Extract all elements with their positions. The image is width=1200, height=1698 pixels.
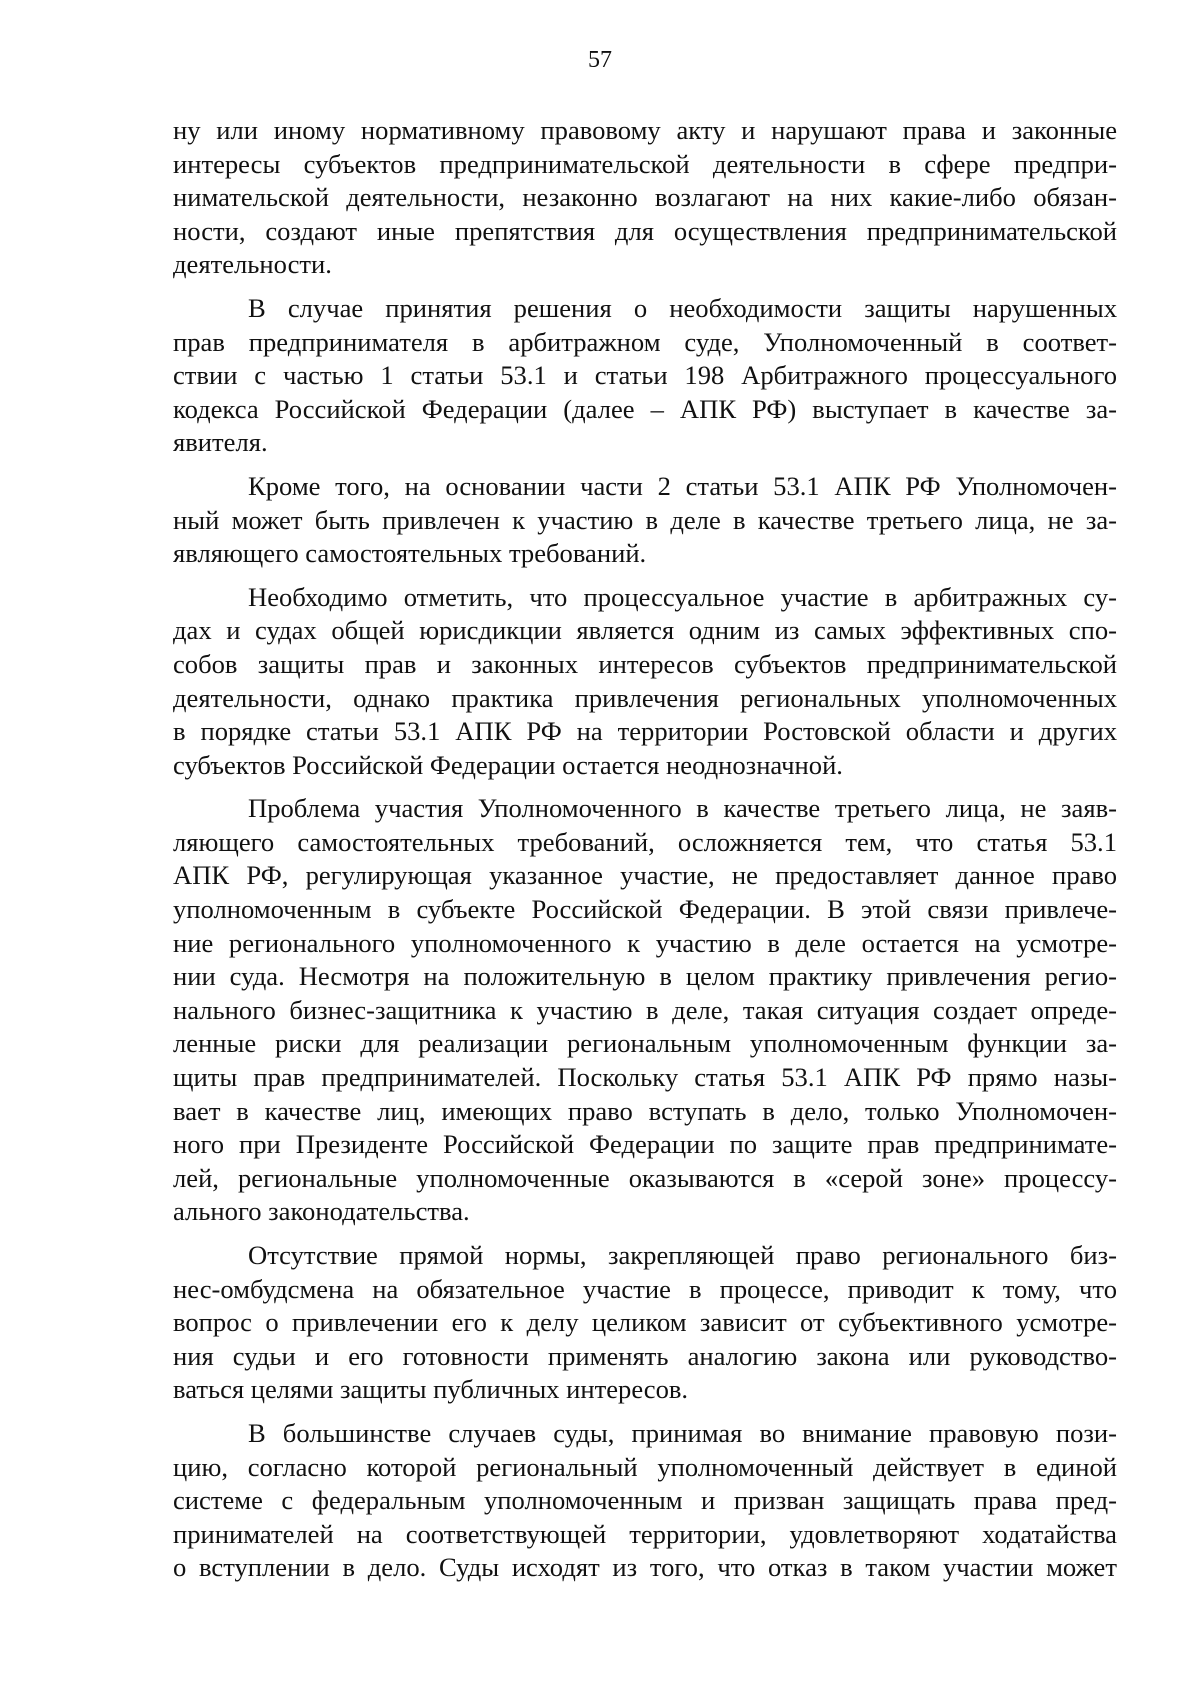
text-line: цию, согласно которой региональный уполномоченный действует в единой [173,1451,1117,1482]
text-line: дах и судах общей юрисдикции является одним из самых эффективных спо- [173,615,1117,646]
paragraph [173,1239,1117,1407]
text-line: нимательской деятельности, незаконно возлагают на них какие-либо обязан- [173,182,1117,213]
text-line: В большинстве случаев суды, принимая во внимание правовую пози- [248,1417,1117,1448]
text-line: вает в качестве лиц, имеющих право вступать в дело, только Уполномочен- [173,1095,1117,1126]
text-line: нального бизнес-защитника к участию в деле, такая ситуация создает опреде- [173,994,1117,1025]
text-line: ствии с частью 1 статьи 53.1 и статьи 198 Арбитражного процессуального [173,360,1117,391]
text-line: ние регионального уполномоченного к участию в деле остается на усмотре- [173,927,1117,958]
text-line: нии суда. Несмотря на положительную в целом практику привлечения регио- [173,961,1117,992]
text-line: прав предпринимателя в арбитражном суде, Уполномоченный в соответ- [173,326,1117,357]
text-line: вопрос о привлечении его к делу целиком зависит от субъективного усмотре- [173,1307,1117,1338]
text-line: ного при Президенте Российской Федерации по защите прав предпринимате- [173,1129,1117,1160]
text-line: в порядке статьи 53.1 АПК РФ на территории Ростовской области и других [173,716,1117,747]
text-line: щиты прав предпринимателей. Поскольку статья 53.1 АПК РФ прямо назы- [173,1062,1117,1093]
page-number: 57 [588,47,612,73]
text-line: ляющего самостоятельных требований, осложняется тем, что статья 53.1 [173,826,1117,857]
text-line: ленные риски для реализации региональным уполномоченным функции за- [173,1028,1117,1059]
paragraph [173,1417,1117,1585]
page-body [173,114,1117,1585]
text-line: о вступлении в дело. Суды исходят из того, что отказ в таком участии может [173,1552,1117,1583]
text-line: Проблема участия Уполномоченного в качестве третьего лица, не заяв- [248,793,1117,824]
text-line: нес-омбудсмена на обязательное участие в процессе, приводит к тому, что [173,1273,1117,1304]
paragraph [173,470,1117,571]
text-line: субъектов Российской Федерации остается неоднозначной. [173,749,843,780]
text-line: ну или иному нормативному правовому акту и нарушают права и законные [173,115,1117,145]
text-line: АПК РФ, регулирующая указанное участие, не предоставляет данное право [173,860,1117,891]
paragraph [173,114,1117,282]
text-line: деятельности, однако практика привлечения региональных уполномоченных [173,682,1117,713]
text-line: В случае принятия решения о необходимости защиты нарушенных [248,292,1117,323]
text-line: ный может быть привлечен к участию в деле в качестве третьего лица, не за- [173,504,1117,535]
text-line: явителя. [173,427,268,458]
text-line: Необходимо отметить, что процессуальное участие в арбитражных су- [248,581,1117,612]
text-line: деятельности. [173,249,332,280]
text-line: интересы субъектов предпринимательской деятельности в сфере предпри- [173,148,1117,179]
text-line: системе с федеральным уполномоченным и призван защищать права пред- [173,1485,1117,1516]
text-line: Кроме того, на основании части 2 статьи 53.1 АПК РФ Уполномочен- [248,470,1117,501]
text-line: ваться целями защиты публичных интересов. [173,1374,689,1405]
paragraph [173,581,1117,783]
paragraph [173,292,1117,460]
paragraph [173,792,1117,1229]
text-line: ния судьи и его готовности применять аналогию закона или руководство- [173,1340,1117,1371]
text-line: уполномоченным в субъекте Российской Федерации. В этой связи привлече- [173,894,1117,925]
text-line: являющего самостоятельных требований. [173,538,647,569]
text-line: кодекса Российской Федерации (далее – АПК РФ) выступает в качестве за- [173,393,1117,424]
text-line: Отсутствие прямой нормы, закрепляющей право регионального биз- [248,1240,1117,1270]
text-line: лей, региональные уполномоченные оказываются в «серой зоне» процессу- [173,1162,1117,1193]
text-line: принимателей на соответствующей территории, удовлетворяют ходатайства [173,1518,1117,1549]
text-line: ального законодательства. [173,1196,470,1227]
text-line: ности, создают иные препятствия для осуществления предпринимательской [173,215,1117,246]
text-line: собов защиты прав и законных интересов субъектов предпринимательской [173,648,1117,679]
